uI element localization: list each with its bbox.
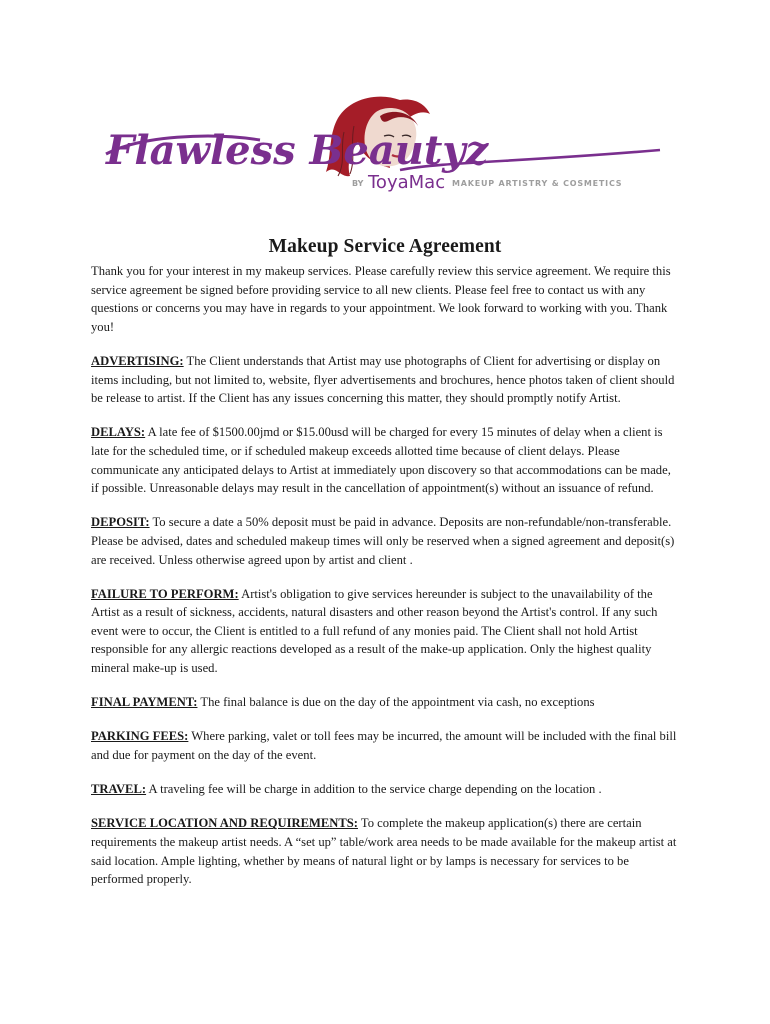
section-heading: DEPOSIT:: [91, 515, 150, 530]
section-body: The Client understands that Artist may use photographs of Client for advertising or display on items including, but not limited to, website, flyer advertisements and brochures, hence photos taken of client should be release to artist. If the Client has any issues concerning this matter, they should promptly notify Artist.: [91, 353, 675, 406]
section-heading: ADVERTISING:: [91, 353, 184, 368]
section-delays: [91, 423, 681, 497]
document-title: Makeup Service Agreement: [268, 236, 502, 257]
agreement-body: [91, 262, 681, 904]
section-body: To complete the makeup application(s) there are certain requirements the makeup artist needs. A “set up” table/work area needs to be made available for the makeup artist at said location. Ample lighting, whether by means of natural light or by lamps is necessary for services to be performed properly.: [91, 816, 677, 887]
section-body: A traveling fee will be charge in addition to the service charge depending on the location .: [146, 782, 602, 797]
section-deposit: [91, 513, 681, 569]
section-advertising: [91, 352, 681, 408]
section-heading: DELAYS:: [91, 425, 146, 440]
section-body: The final balance is due on the day of the appointment via cash, no exceptions: [197, 695, 595, 710]
section-heading: TRAVEL:: [91, 782, 147, 797]
brand-byline: [352, 172, 622, 192]
wordmark-text: Flawless Beautyz: [106, 127, 489, 174]
section-parking-fees: [91, 727, 681, 764]
artist-name: ToyaMac: [368, 172, 446, 192]
section-body: Artist's obligation to give services hereunder is subject to the unavailability of the Artist as a result of sickness, accidents, natural disasters and other reason beyond the Artist's control. If any such event were to occur, the Client is entitled to a full refund of any monies paid. The Client shall not hold Artist responsible for any allergic reactions developed as a result of the make-up application. Only the highest quality mineral make-up is used.: [91, 586, 658, 676]
intro-paragraph: Thank you for your interest in my makeup services. Please carefully review this service agreement. We require this service agreement be signed before providing service to all new clients. Please feel free to contact us with any questions or concerns you may have in regards to your appointment. We look forward to working with you. Thank you!: [91, 264, 671, 334]
section-travel: [91, 780, 681, 799]
section-body: Where parking, valet or toll fees may be incurred, the amount will be included with the final bill and due for payment on the day of the event.: [91, 729, 677, 763]
section-final-payment: [91, 693, 681, 712]
section-heading: FINAL PAYMENT:: [91, 695, 198, 710]
section-body: To secure a date a 50% deposit must be paid in advance. Deposits are non-refundable/non-transferable. Please be advised, dates and scheduled makeup times will only be reserved when a signed agreement and deposit(s) are received. Unless otherwise agreed upon by artist and client .: [91, 515, 675, 567]
by-text: BY: [352, 179, 364, 188]
section-body: A late fee of $1500.00jmd or $15.00usd will be charged for every 15 minutes of delay when a client is late for the scheduled time, or if scheduled makeup exceeds allotted time because of client delays. Please communicate any anticipated delays to Artist at immediately upon discovery so that accommodations can be made, if possible. Unreasonable delays may result in the cancellation of appointment(s) without an issuance of refund.: [91, 425, 671, 496]
section-heading: PARKING FEES:: [91, 729, 189, 744]
brand-logo: [100, 92, 670, 192]
section-failure-to-perform: [91, 585, 681, 678]
brand-wordmark: [105, 127, 660, 174]
logo-tagline: MAKEUP ARTISTRY & COSMETICS: [452, 179, 623, 188]
logo-graphic: [100, 92, 670, 192]
section-service-location: [91, 814, 681, 888]
section-heading: FAILURE TO PERFORM:: [91, 586, 239, 601]
section-heading: SERVICE LOCATION AND REQUIREMENTS:: [91, 816, 358, 831]
